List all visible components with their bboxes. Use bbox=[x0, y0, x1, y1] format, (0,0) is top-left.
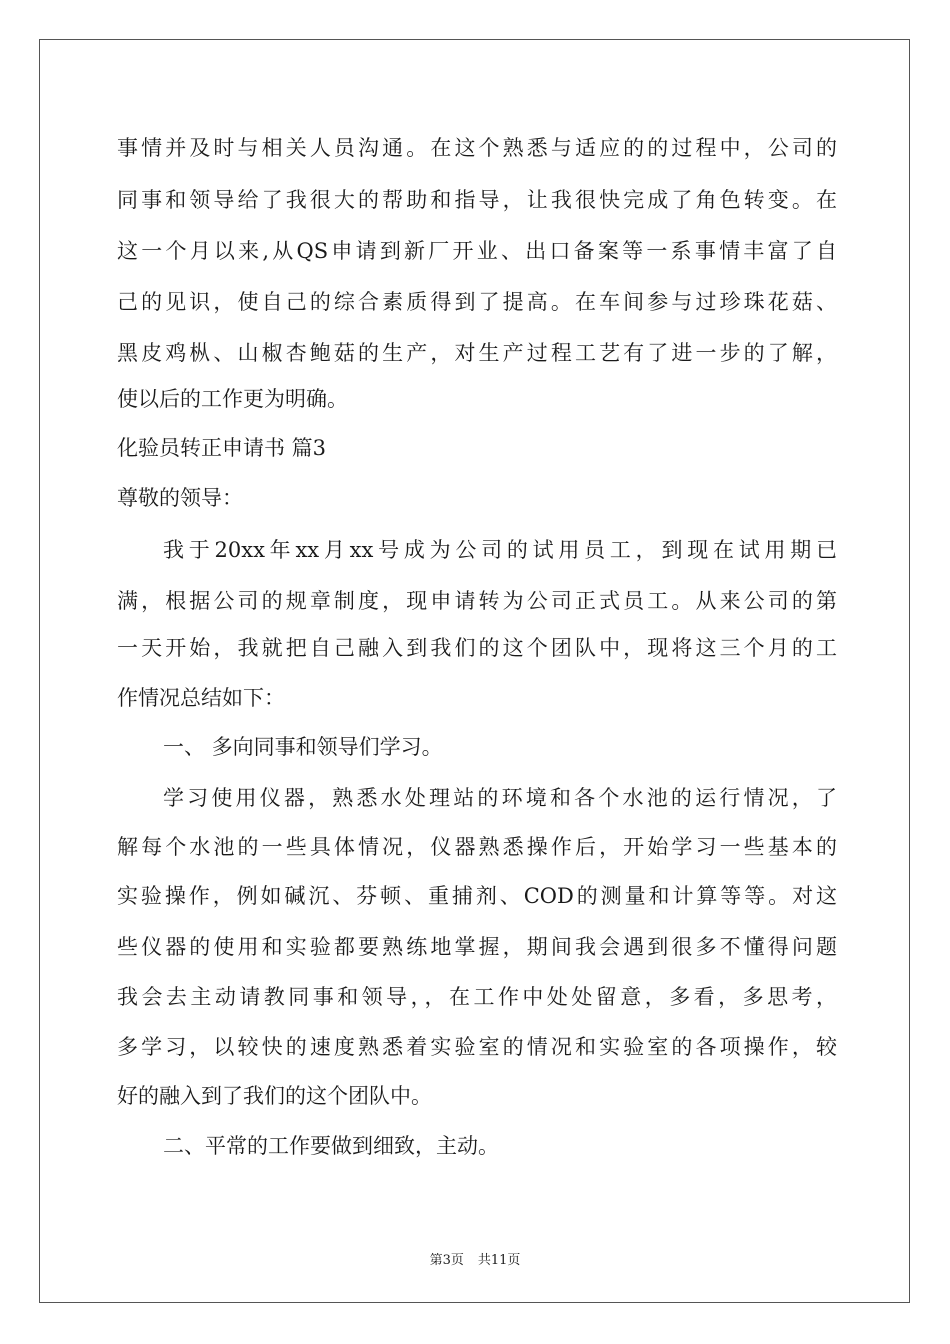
paragraph-line: 使以后的工作更为明确。 bbox=[117, 387, 348, 411]
paragraph-line: 多学习，以较快的速度熟悉着实验室的情况和实验室的各项操作，较 bbox=[117, 1035, 837, 1059]
page-border bbox=[39, 39, 910, 1303]
page-total: 共11页 bbox=[477, 1253, 521, 1268]
paragraph-line: 学习使用仪器，熟悉水处理站的环境和各个水池的运行情况，了 bbox=[163, 786, 837, 810]
list-heading: 一、 多向同事和领导们学习。 bbox=[163, 735, 443, 759]
paragraph-line: 我于20xx年xx月xx号成为公司的试用员工，到现在试用期已 bbox=[163, 538, 837, 562]
paragraph-line: 这一个月以来,从QS申请到新厂开业、出口备案等一系事情丰富了自 bbox=[117, 239, 837, 263]
list-heading: 二、平常的工作要做到细致，主动。 bbox=[163, 1134, 499, 1158]
paragraph-line: 实验操作，例如碱沉、芬顿、重捕剂、COD的测量和计算等等。对这 bbox=[117, 884, 837, 908]
paragraph-line: 好的融入到了我们的这个团队中。 bbox=[117, 1084, 432, 1108]
paragraph-line: 我会去主动请教同事和领导，，在工作中处处留意，多看，多思考， bbox=[117, 985, 837, 1009]
paragraph-line: 满，根据公司的规章制度，现申请转为公司正式员工。从来公司的第 bbox=[117, 589, 837, 613]
paragraph-line: 作情况总结如下： bbox=[117, 686, 285, 710]
paragraph-line: 黑皮鸡枞、山椒杏鲍菇的生产，对生产过程工艺有了进一步的了解， bbox=[117, 341, 837, 365]
paragraph-line: 己的见识，使自己的综合素质得到了提高。在车间参与过珍珠花菇、 bbox=[117, 290, 837, 314]
section-heading: 化验员转正申请书 篇3 bbox=[117, 436, 327, 460]
page-number: 第3页 bbox=[429, 1253, 464, 1268]
paragraph-line: 同事和领导给了我很大的帮助和指导，让我很快完成了角色转变。在 bbox=[117, 188, 837, 212]
page-footer bbox=[0, 1253, 950, 1269]
paragraph-line: 解每个水池的一些具体情况，仪器熟悉操作后，开始学习一些基本的 bbox=[117, 835, 837, 859]
paragraph-line: 事情并及时与相关人员沟通。在这个熟悉与适应的的过程中，公司的 bbox=[117, 136, 837, 160]
salutation: 尊敬的领导： bbox=[117, 486, 243, 510]
paragraph-line: 一天开始，我就把自己融入到我们的这个团队中，现将这三个月的工 bbox=[117, 636, 837, 660]
paragraph-line: 些仪器的使用和实验都要熟练地掌握，期间我会遇到很多不懂得问题 bbox=[117, 935, 837, 959]
